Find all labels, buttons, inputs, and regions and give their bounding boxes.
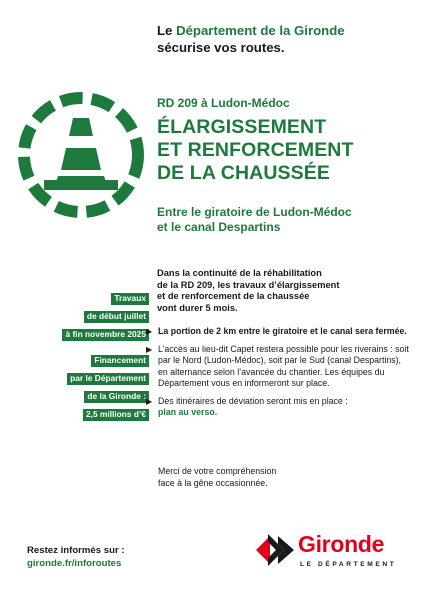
header-line2: sécurise vos routes. — [157, 40, 285, 55]
intro-line: Dans la continuité de la réhabilitation — [157, 268, 322, 278]
title-line: ET RENFORCEMENT — [157, 139, 354, 161]
thanks-note — [158, 466, 398, 489]
travaux-badge — [62, 288, 149, 342]
bullet-item — [144, 326, 412, 338]
bullet-item — [144, 396, 412, 419]
badge-line: à fin novembre 2025 — [62, 329, 149, 341]
subtitle-line: et le canal Despartins — [157, 220, 281, 234]
badge-line: par le Département — [67, 373, 149, 385]
thanks-line: Merci de votre compréhension — [158, 466, 277, 476]
bullet-text: La portion de 2 km entre le giratoire et le canal sera fermée. — [158, 326, 407, 336]
badge-line: 2,5 millions d’€ — [83, 409, 149, 421]
bullet-text: Des itinéraires de déviation seront mis en place : — [158, 395, 348, 406]
plan-au-verso-link: plan au verso. — [158, 407, 218, 417]
header-department: Département de la Gironde — [176, 23, 345, 38]
stay-informed — [27, 544, 125, 570]
brand-name: Gironde — [298, 531, 385, 557]
header-title — [157, 22, 407, 56]
route-label: RD 209 à Ludon-Médoc — [157, 96, 290, 110]
header-prefix: Le — [157, 23, 177, 38]
triangle-right-icon: ▶ — [146, 344, 153, 354]
bullet-list — [144, 326, 412, 425]
thanks-line: face à la gêne occasionnée. — [158, 477, 268, 488]
subtitle — [157, 205, 417, 235]
brand-subtitle: LE DÉPARTEMENT — [300, 561, 397, 568]
gironde-logo-icon — [254, 530, 296, 572]
title-line: DE LA CHAUSSÉE — [157, 162, 330, 184]
title-line: ÉLARGISSEMENT — [157, 116, 327, 138]
subtitle-line: Entre le giratoire de Ludon-Médoc — [157, 205, 352, 219]
intro-paragraph — [157, 268, 407, 314]
triangle-right-icon: ▶ — [146, 396, 153, 406]
stay-label: Restez informés sur : — [27, 545, 125, 556]
intro-line: vont durer 5 mois. — [157, 302, 238, 313]
inforoutes-link[interactable]: gironde.fr/inforoutes — [27, 558, 122, 569]
badge-line: de la Gironde : — [84, 391, 149, 403]
page-title — [157, 116, 417, 185]
triangle-right-icon: ▶ — [146, 327, 153, 336]
intro-line: de la RD 209, les travaux d’élargissement — [157, 279, 340, 290]
financement-badge — [67, 350, 149, 422]
bullet-text: L’accès au lieu-dit Capet restera possible pour les riverains : soit par le Nord (Ludon-Médoc), soit par le Sud (canal Despartins), en alternance selon l’avancée du chantier. Les équipes du Département vous en informeront sur place. — [158, 343, 409, 388]
traffic-cone-icon — [14, 88, 148, 222]
badge-line: Travaux — [111, 293, 149, 305]
intro-line: et de renforcement de la chaussée — [157, 291, 310, 301]
bullet-item — [144, 344, 412, 390]
badge-line: Financement — [91, 355, 149, 367]
badge-line: de début juillet — [84, 311, 149, 323]
